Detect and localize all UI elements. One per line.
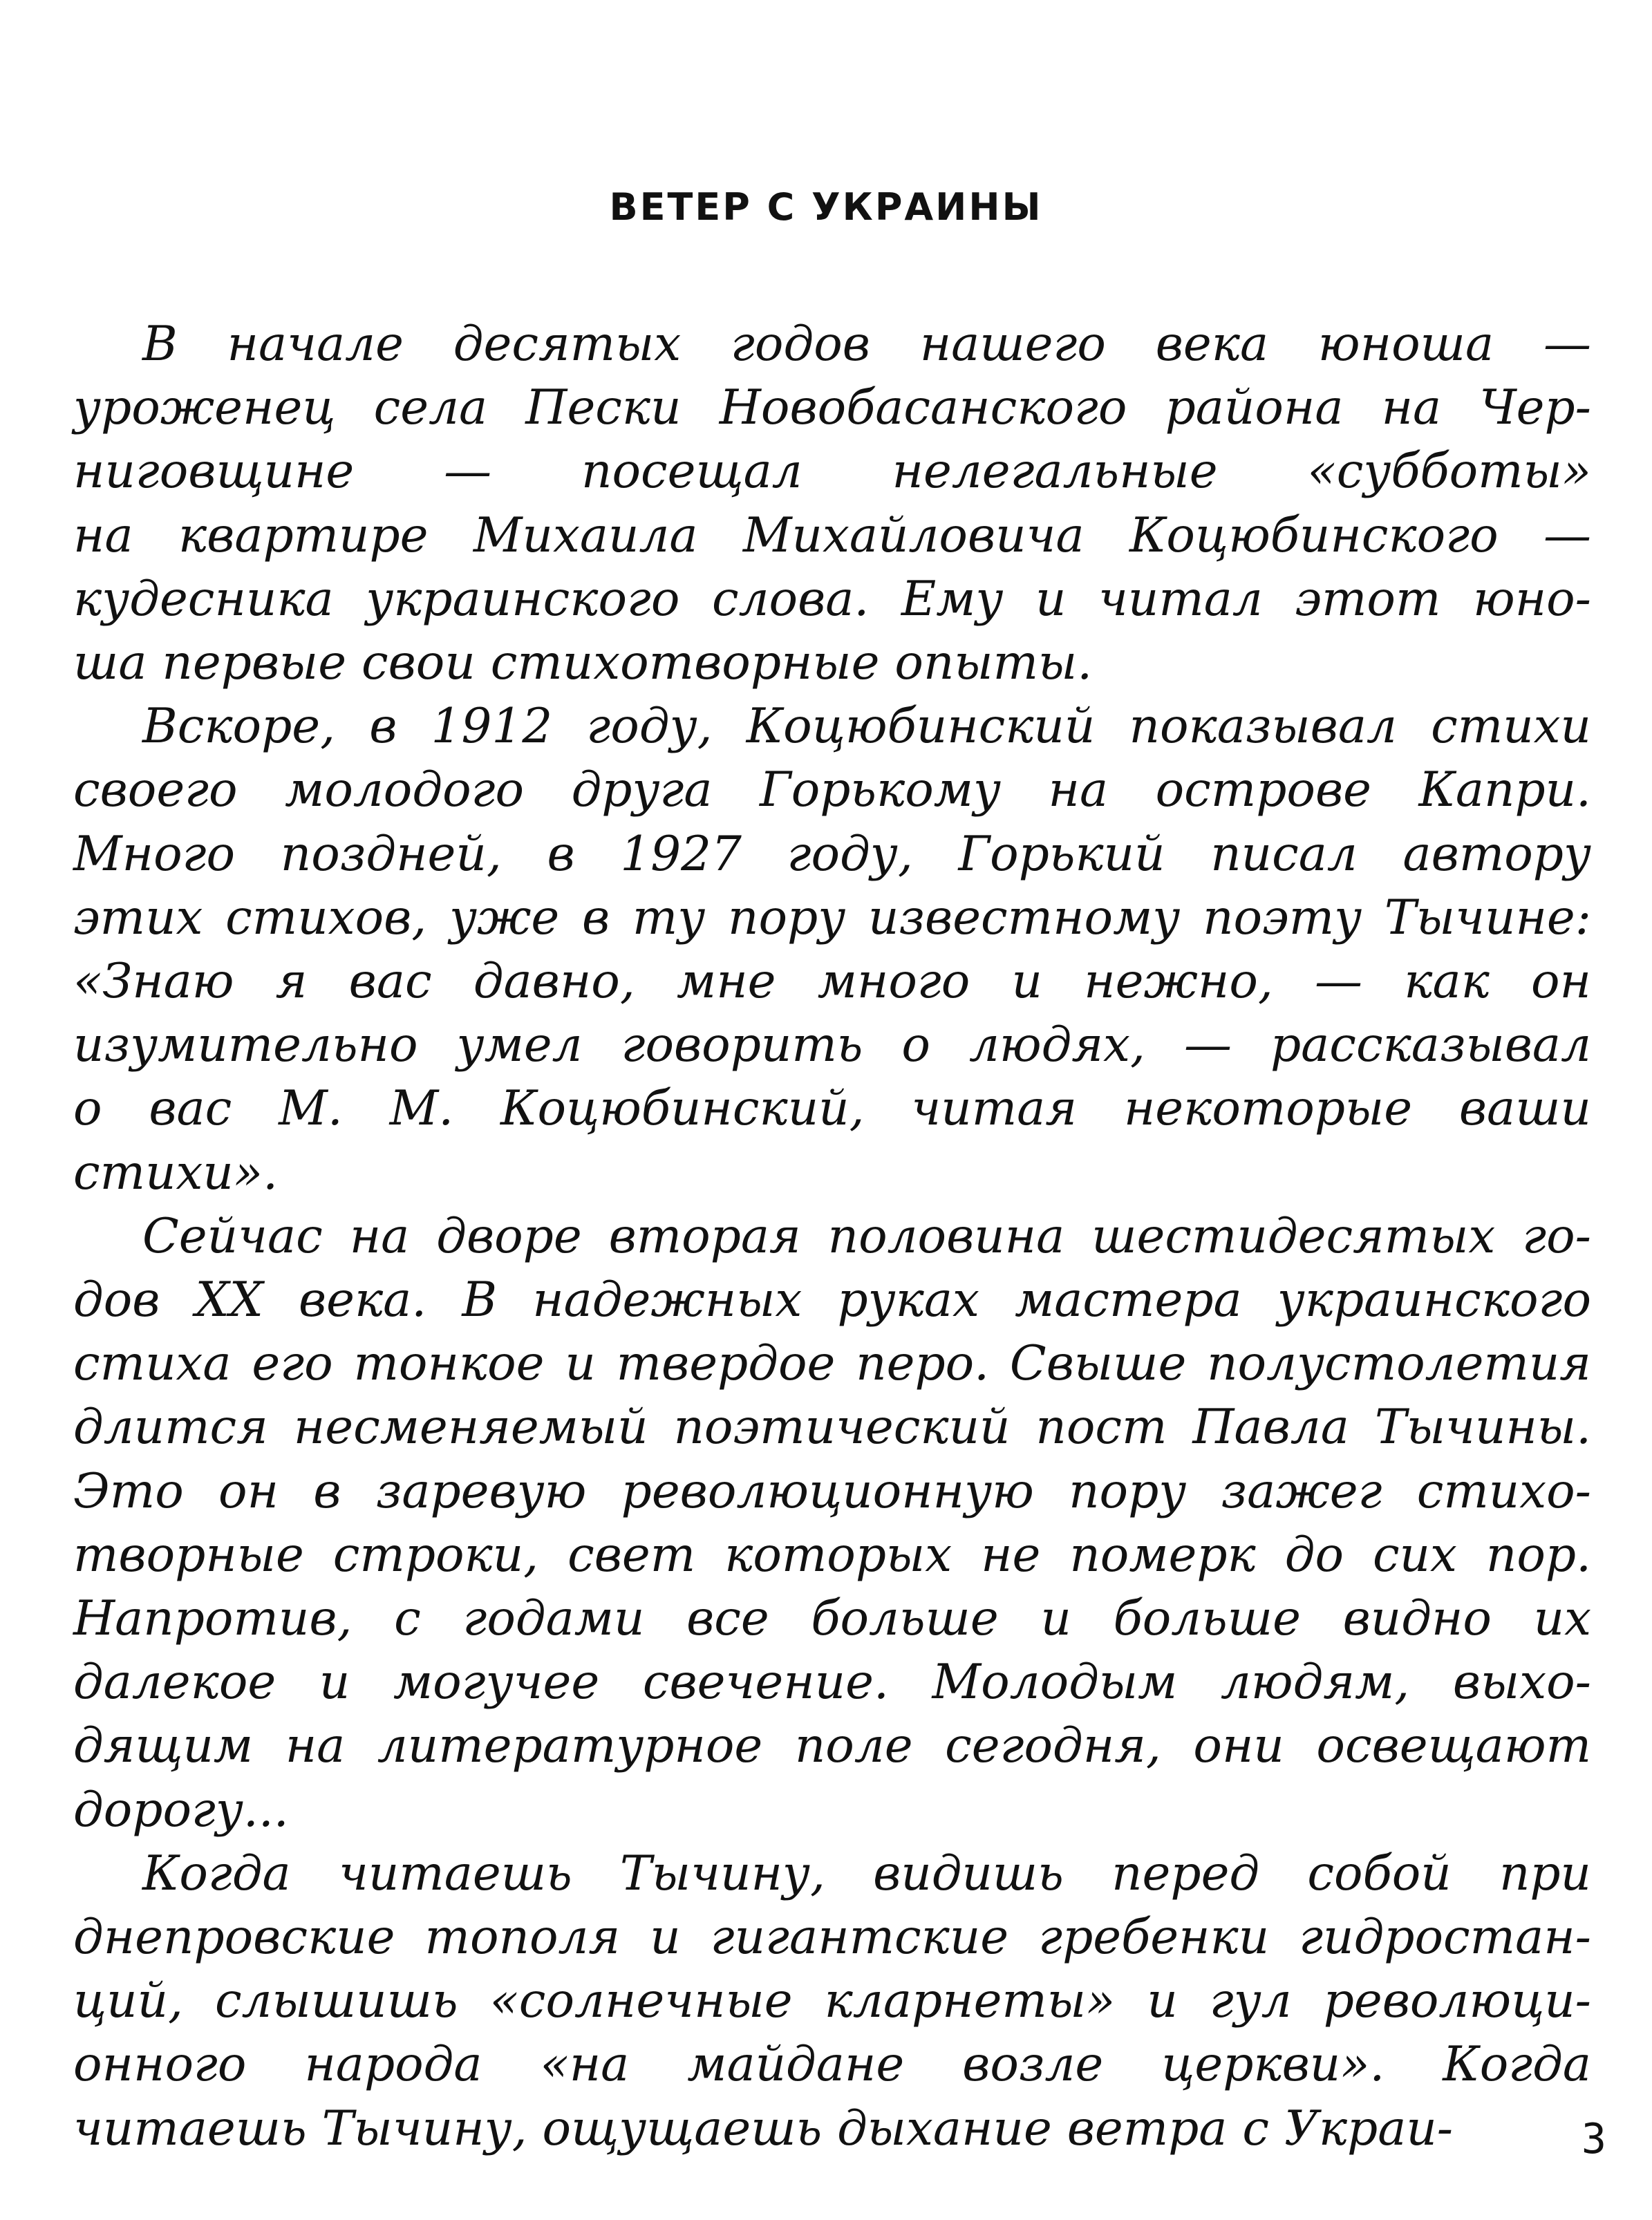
text-line: стихи».: [73, 1145, 279, 1201]
text-line: дов XX века. В надежных руках мастера украинского: [73, 1272, 1591, 1328]
text-line: ша первые свои стихотворные опыты.: [73, 635, 1093, 691]
text-line: Это он в заревую революционную пору зажег стихо-: [73, 1463, 1591, 1519]
text-line: длится несменяемый поэтический пост Павла Тычины.: [73, 1400, 1591, 1456]
text-line: своего молодого друга Горькому на острове Капри.: [73, 762, 1591, 818]
text-line: читаешь Тычину, ощущаешь дыхание ветра с Украи-: [73, 2100, 1454, 2156]
text-line: творные строки, свет которых не померк до сих пор.: [73, 1527, 1591, 1583]
paragraph: [73, 1842, 1591, 2161]
text-line: дорогу...: [73, 1782, 289, 1838]
text-line: Когда читаешь Тычину, видишь перед собой при: [142, 1845, 1591, 1901]
body-text: [73, 312, 1591, 2161]
text-line: на квартире Михаила Михайловича Коцюбинского —: [73, 507, 1591, 563]
paragraph: [73, 1205, 1591, 1842]
text-line: далекое и могучее свечение. Молодым людям, выхо-: [73, 1655, 1591, 1711]
text-line: о вас М. М. Коцюбинский, читая некоторые ваши: [73, 1081, 1591, 1137]
text-line: дящим на литературное поле сегодня, они освещают: [73, 1718, 1591, 1774]
paragraph: [73, 312, 1591, 695]
text-line: кудесника украинского слова. Ему и читал этот юно-: [73, 571, 1591, 627]
text-line: Сейчас на дворе вторая половина шестидесятых го-: [142, 1208, 1591, 1264]
text-line: В начале десятых годов нашего века юноша —: [142, 317, 1591, 372]
text-line: «Знаю я вас давно, мне много и нежно, — как он: [73, 954, 1591, 1010]
text-line: ций, слышишь «солнечные кларнеты» и гул революци-: [73, 1973, 1591, 2029]
text-line: стиха его тонкое и твердое перо. Свыше полустолетия: [73, 1336, 1591, 1392]
text-line: Напротив, с годами все больше и больше видно их: [73, 1591, 1591, 1647]
text-line: уроженец села Пески Новобасанского района на Чер-: [73, 380, 1591, 436]
text-line: днепровские тополя и гигантские гребенки гидростан-: [73, 1910, 1591, 1966]
text-line: Много поздней, в 1927 году, Горький писал автору: [73, 826, 1591, 882]
text-line: этих стихов, уже в ту пору известному поэту Тычине:: [73, 890, 1591, 946]
text-line: изумительно умел говорить о людях, — рассказывал: [73, 1017, 1591, 1073]
text-line: ниговщине — посещал нелегальные «субботы»: [73, 444, 1591, 500]
page-number: 3: [1581, 2115, 1606, 2163]
paragraph: [73, 695, 1591, 1205]
text-line: Вскоре, в 1912 году, Коцюбинский показывал стихи: [142, 699, 1591, 755]
chapter-title: ВЕТЕР С УКРАИНЫ: [609, 185, 1043, 229]
text-line: онного народа «на майдане возле церкви». Когда: [73, 2037, 1591, 2093]
